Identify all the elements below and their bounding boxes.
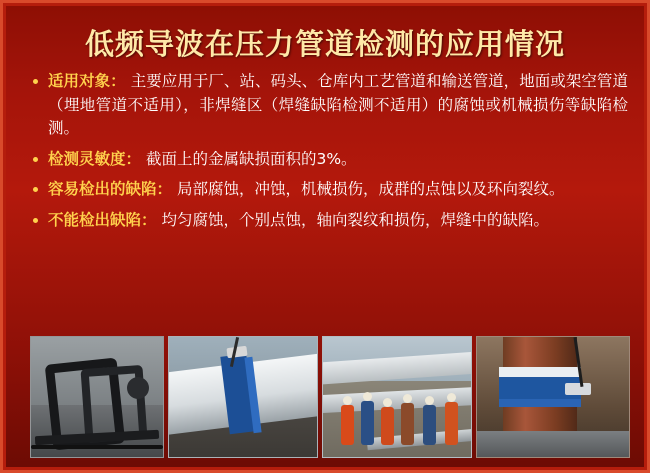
photo4-floor xyxy=(477,431,629,457)
slide-inner-panel xyxy=(6,6,644,467)
list-item-lead: 容易检出的缺陷： xyxy=(48,180,173,199)
list-item-text: 均匀腐蚀，个别点蚀，轴向裂纹和损伤，焊缝中的缺陷。 xyxy=(161,210,549,229)
list-item xyxy=(32,148,628,172)
list-item-lead: 不能检出缺陷： xyxy=(48,210,157,229)
list-item-text: 截面上的金属缺损面积的3%。 xyxy=(145,149,357,168)
photo-workers-pipeline-site xyxy=(322,336,472,458)
list-item-lead: 适用对象： xyxy=(48,72,126,90)
photo-strip xyxy=(30,336,630,458)
photo3-worker xyxy=(381,407,394,445)
photo4-probe xyxy=(565,383,591,395)
photo3-worker xyxy=(423,405,436,445)
bullet-list xyxy=(32,70,628,239)
bullet-dot-icon xyxy=(33,157,38,162)
bullet-dot-icon xyxy=(33,218,38,223)
photo-white-pipe-sensor-belt xyxy=(168,336,318,458)
bullet-dot-icon xyxy=(33,79,38,84)
list-item xyxy=(32,209,628,233)
bullet-dot-icon xyxy=(33,187,38,192)
list-item xyxy=(32,178,628,202)
photo3-worker xyxy=(401,403,414,445)
page-title: 低频导波在压力管道检测的应用情况 xyxy=(84,27,565,61)
photo1-clamp-knob xyxy=(127,377,149,399)
list-item xyxy=(32,70,628,141)
list-item-text: 局部腐蚀，冲蚀，机械损伤，成群的点蚀以及环向裂纹。 xyxy=(176,180,565,199)
photo4-blue-wrap-band-lower xyxy=(499,399,581,407)
photo-clamp-device xyxy=(30,336,164,458)
list-item-text: 主要应用于厂、站、码头、仓库内工艺管道和输送管道，地面或架空管道（埋地管道不适用），非焊缝区（焊缝缺陷检测不适用）的腐蚀或机械损伤等缺陷检测。 xyxy=(48,72,628,138)
photo1-cable xyxy=(31,445,163,449)
photo-rusty-pipe-blue-wrap xyxy=(476,336,630,458)
list-item-lead: 检测灵敏度： xyxy=(48,149,142,168)
photo3-worker xyxy=(341,405,354,445)
photo3-worker xyxy=(361,401,374,445)
photo3-worker xyxy=(445,402,458,445)
